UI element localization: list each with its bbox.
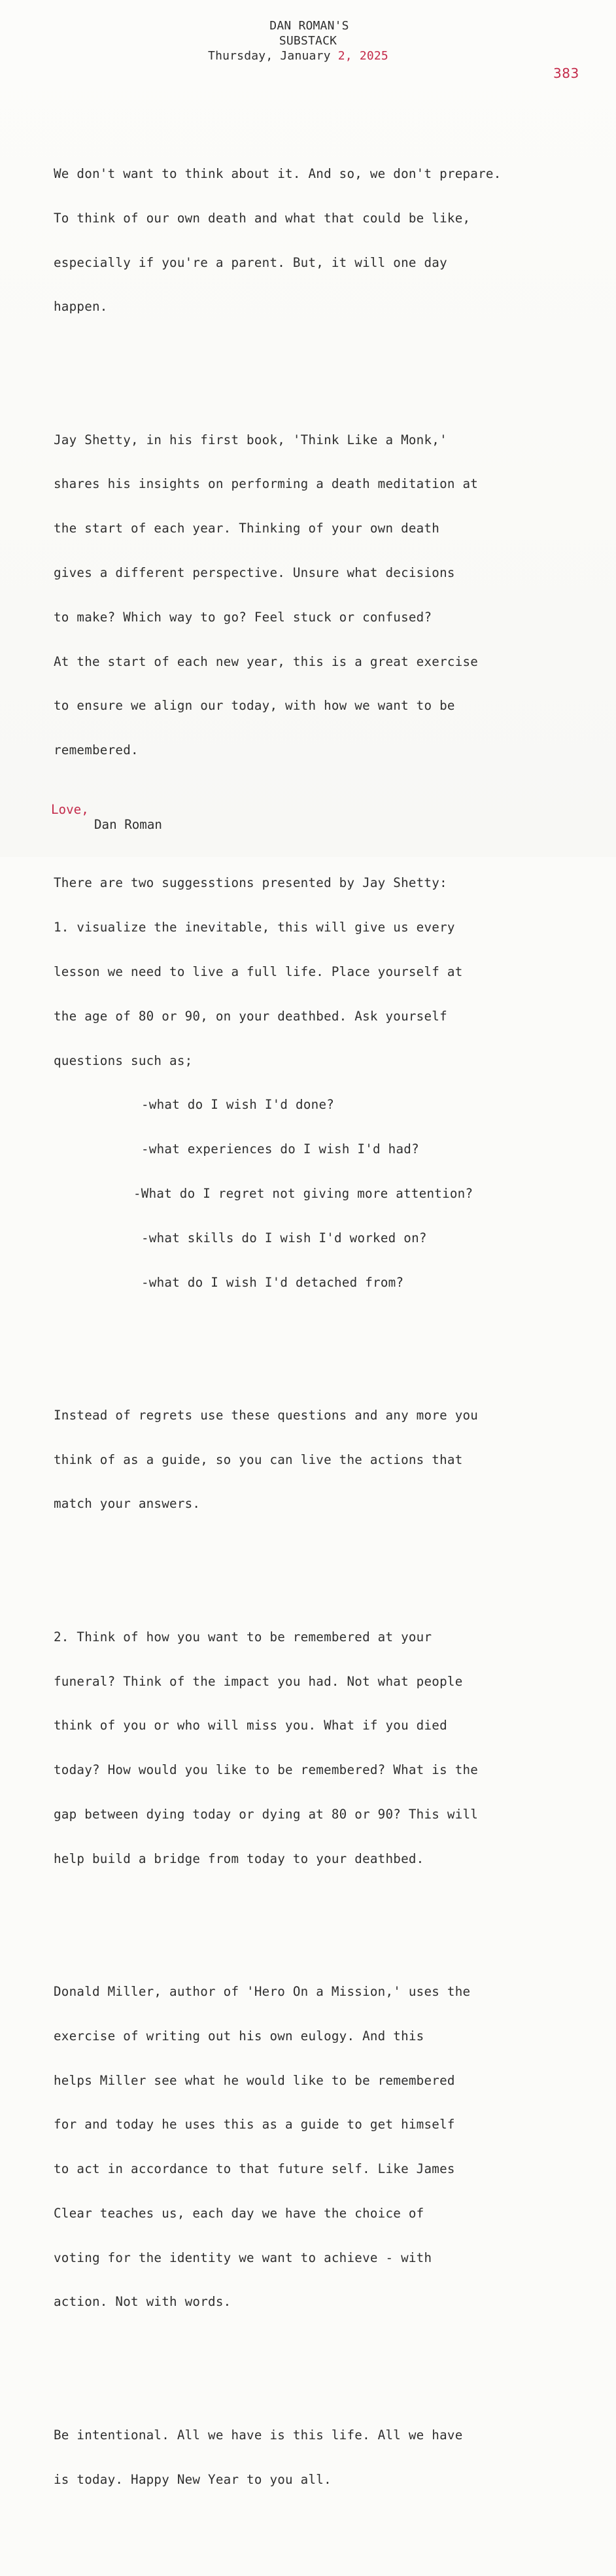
question-item: -what experiences do I wish I'd had? [141, 1141, 419, 1157]
signature-name: Dan Roman [94, 817, 162, 832]
paragraph-conclusion [54, 2399, 596, 2517]
header-date [0, 48, 616, 63]
text-line: voting for the identity we want to achieve - with [54, 2250, 432, 2265]
text-line: is today. Happy New Year to you all. [54, 2471, 332, 2487]
text-line: 1. visualize the inevitable, this will give us every [54, 920, 455, 935]
text-line: shares his insights on performing a death meditation at [54, 476, 479, 492]
text-line: Donald Miller, author of 'Hero On a Mission,' uses the [54, 1984, 471, 1999]
paragraph-remembered [54, 1601, 596, 1896]
text-line: gives a different perspective. Unsure what decisions [54, 565, 455, 580]
text-line: exercise of writing out his own eulogy. And this [54, 2028, 424, 2044]
text-line: Jay Shetty, in his first book, 'Think Like a Monk,' [54, 432, 447, 447]
text-line: lesson we need to live a full life. Place yourself at [54, 964, 463, 980]
text-line: think of as a guide, so you can live the actions that [54, 1452, 463, 1467]
header-date-handwritten: 2, 2025 [337, 49, 388, 63]
text-line: match your answers. [54, 1496, 201, 1512]
text-line: There are two suggesstions presented by Jay Shetty: [54, 875, 447, 891]
text-line: Clear teaches us, each day we have the choice of [54, 2205, 424, 2221]
letter-header [0, 18, 616, 63]
letter-closing [51, 802, 162, 832]
paragraph-jay-shetty [54, 403, 596, 787]
text-line: especially if you're a parent. But, it will one day [54, 254, 447, 270]
text-line: helps Miller see what he would like to be remembered [54, 2072, 455, 2088]
text-line: action. Not with words. [54, 2294, 231, 2310]
text-line: Be intentional. All we have is this life. All we have [54, 2427, 463, 2443]
header-publication: SUBSTACK [279, 34, 337, 48]
text-line: today? How would you like to be remembered? What is the [54, 1762, 479, 1778]
question-item: -What do I regret not giving more attention? [133, 1185, 473, 1201]
text-line: the start of each year. Thinking of your own death [54, 521, 440, 536]
text-line: gap between dying today or dying at 80 or 90? This will [54, 1806, 479, 1822]
question-item: -what do I wish I'd detached from? [141, 1274, 404, 1290]
text-line: Instead of regrets use these questions and any more you [54, 1407, 479, 1423]
text-line: 2. Think of how you want to be remembered at your [54, 1629, 432, 1645]
text-line: We don't want to think about it. And so, we don't prepare. [54, 165, 502, 181]
text-line: for and today he uses this as a guide to get himself [54, 2117, 455, 2132]
text-line: funeral? Think of the impact you had. Not what people [54, 1673, 463, 1689]
text-line: to ensure we align our today, with how we want to be [54, 698, 455, 714]
text-line: the age of 80 or 90, on your deathbed. Ask yourself [54, 1008, 447, 1024]
letter-body [54, 93, 596, 2576]
header-author: DAN ROMAN'S [269, 19, 349, 33]
text-line: to act in accordance to that future self. Like James [54, 2161, 455, 2177]
text-line: help build a bridge from today to your deathbed. [54, 1851, 424, 1866]
paragraph-donald-miller [54, 1955, 596, 2339]
closing-salutation: Love, [51, 802, 89, 817]
text-line: think of you or who will miss you. What if you died [54, 1718, 447, 1733]
header-date-prefix: Thursday, January [208, 49, 338, 63]
text-line: To think of our own death and what that could be like, [54, 210, 471, 226]
question-item: -what skills do I wish I'd worked on? [141, 1230, 427, 1245]
text-line: remembered. [54, 742, 139, 758]
paragraph-suggestions [54, 846, 596, 1319]
question-item: -what do I wish I'd done? [141, 1097, 335, 1113]
paragraph-intro [54, 137, 596, 344]
page-number: 383 [553, 65, 579, 81]
text-line: At the start of each new year, this is a great exercise [54, 653, 479, 669]
text-line: happen. [54, 299, 108, 315]
text-line: questions such as; [54, 1053, 193, 1068]
text-line: to make? Which way to go? Feel stuck or confused? [54, 609, 432, 625]
paragraph-instead [54, 1379, 596, 1542]
